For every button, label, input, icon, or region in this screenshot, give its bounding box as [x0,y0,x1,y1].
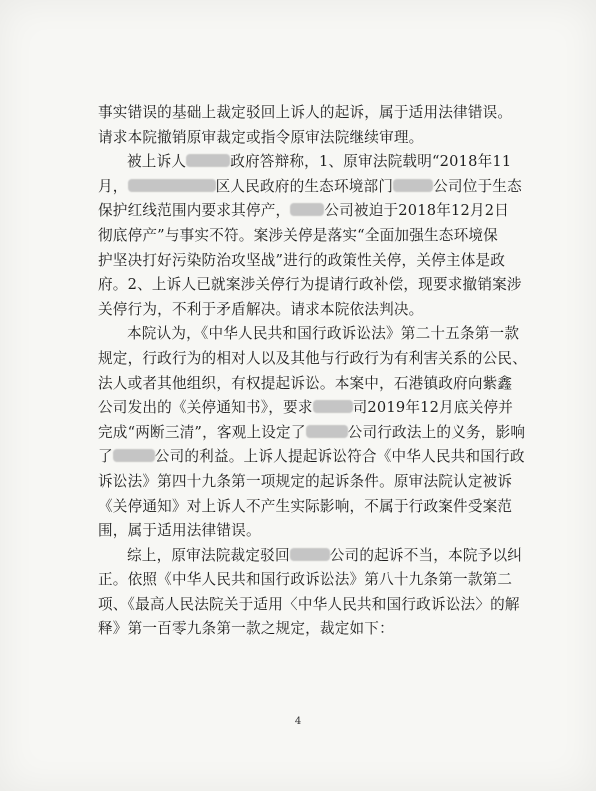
text-segment: 被上诉人 [127,153,187,171]
text-segment: 公司发出的《关停通知书》，要求 [98,399,313,417]
redaction-block [313,400,353,413]
redaction-block [290,203,324,216]
paragraph-court-opinion [98,322,530,543]
text-segment: 月， [98,177,128,195]
text-line [98,445,530,470]
text-line: 府。2、上诉人已就案涉关停行为提请行政补偿，现要求撤销案涉 [98,276,522,294]
text-line: 规定，行政行为的相对人以及其他与行政行为有利害关系的公民、 [98,349,528,367]
text-segment: 政府答辩称，1、原审法院载明“2018年11 [230,153,512,171]
text-line [98,396,530,421]
text-line: 事实错误的基础上裁定驳回上诉人的起诉，属于适用法律错误。 [98,104,513,121]
text-line: 护坚决打好污染防治攻坚战”进行的政策性关停，关停主体是政 [98,251,506,269]
text-segment: 综上，原审法院裁定驳回 [127,546,290,564]
text-line: 围，属于适用法律错误。 [98,522,261,540]
redaction-block [290,548,330,561]
text-line: 本院认为，《中华人民共和国行政诉讼法》第二十五条第一款 [127,325,520,343]
redaction-block [113,449,155,462]
redaction-block [128,179,216,192]
text-segment: 保护红线范围内要求其停产， [98,202,291,220]
paragraph-conclusion [98,544,530,642]
text-line: 诉讼法》第四十九条第一项规定的起诉条件。原审法院认定被诉 [98,472,513,490]
redaction-block [186,154,230,167]
text-line: 项、《最高人民法院关于适用〈中华人民共和国行政诉讼法〉的解 [98,595,520,613]
text-segment: 司2019年12月底关停并 [352,399,514,417]
text-line: 请求本院撤销原审裁定或指令原审法院继续审理。 [98,128,424,146]
text-line [98,175,530,200]
paragraph-respondent-defense [98,150,530,322]
text-segment: 公司的起诉不当，本院予以纠 [329,546,523,564]
text-segment: 区人民政府的生态环境部门 [215,177,394,195]
paragraph-appeal-grounds [98,101,530,150]
document-body [98,101,530,642]
text-segment: 公司的利益。上诉人提起诉讼符合《中华人民共和国行政 [154,448,525,466]
text-segment: 完成“两断三清”，客观上设定了 [98,423,306,441]
text-line: 彻底停产”与事实不符。案涉关停是落实“全面加强生态环境保 [98,226,498,244]
text-line: 《关停通知》对上诉人不产生实际影响，不属于行政案件受案范 [98,497,513,515]
text-line [98,150,530,175]
redaction-block [393,179,433,192]
text-segment: 公司位于生态 [433,177,522,195]
text-segment: 了 [98,448,113,466]
text-segment: 公司行政法上的义务，影响 [347,423,526,441]
text-line: 正。依照《中华人民共和国行政诉讼法》第八十九条第一款第二 [98,571,513,589]
redaction-block [306,425,348,438]
text-line: 关停行为，不利于矛盾解决。请求本院依法判决。 [98,300,424,318]
text-line [98,421,530,446]
text-line [98,199,530,224]
text-line [98,544,530,569]
text-line: 法人或者其他组织，有权提起诉讼。本案中，石港镇政府向紫鑫 [98,374,513,392]
text-line: 释》第一百零九条第一款之规定，裁定如下： [98,620,394,638]
page-number: 4 [294,716,302,727]
text-segment: 公司被迫于2018年12月2日 [324,202,510,220]
